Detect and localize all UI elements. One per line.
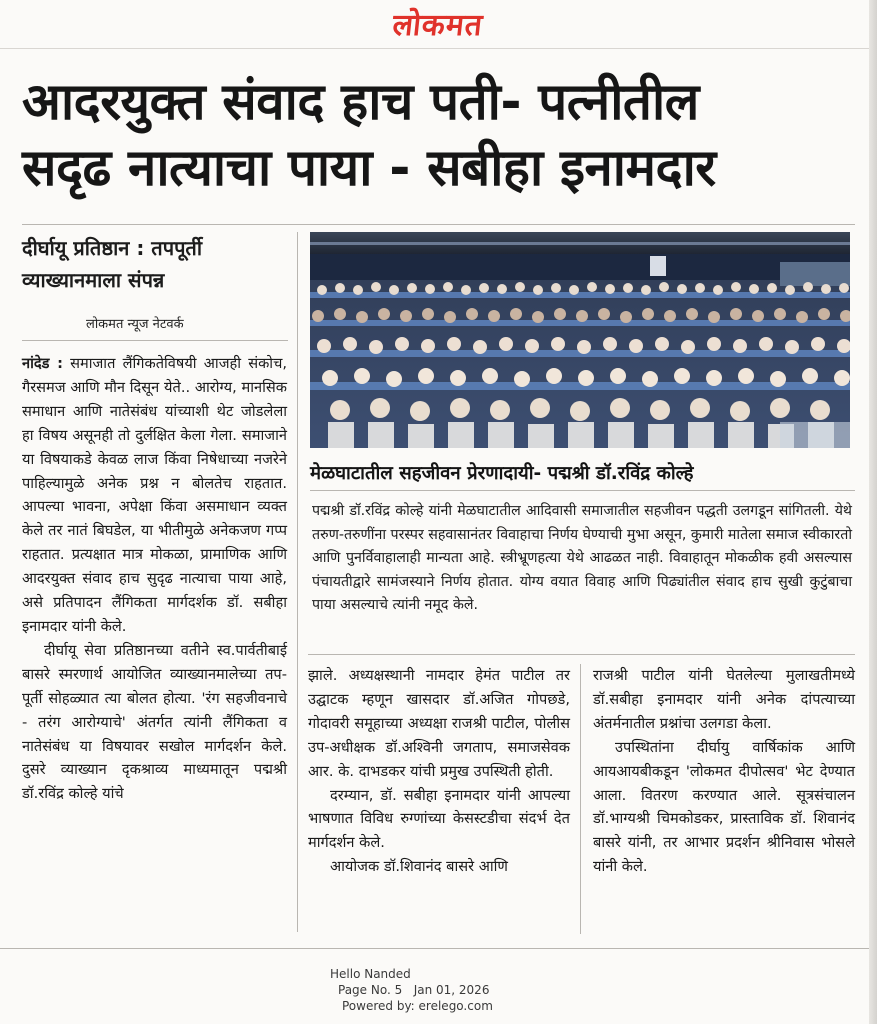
subhead-line-1: दीर्घायू प्रतिष्ठान : तपपूर्ती	[22, 236, 203, 260]
footer-powered-by: Powered by: erelego.com	[342, 999, 493, 1013]
subheadline	[22, 232, 292, 296]
footer-edition: Hello Nanded	[330, 967, 411, 981]
column-3-paragraph-2: उपस्थितांना दीर्घायु वार्षिकांक आणि आयआयबीकडून 'लोकमत दीपोत्सव' भेट देण्यात आला. वितरण करण्यात आले. सूत्रसंचालन डॉ.भाग्यश्री चिमकोडकर, प्रास्ताविक डॉ. शिवानंद बासरे यांनी, तर आभार प्रदर्शन श्रीनिवास भोसले यांनी केले.	[593, 738, 855, 876]
column-1-paragraph-1: समाजात लैंगिकतेविषयी आजही संकोच, गैरसमज आणि मौन दिसून येते.. आरोग्य, मानसिक समाधान आणि नातेसंबंध यांच्याशी थेट जोडलेला हा विषय असूनही तो दुर्लक्षित केला गेला. समाजाने या विषयाकडे केवळ लाज किंवा निषेधाच्या नजरेने पाहिल्यामुळे अनेक प्रश्न न बोलतेच राहतात. आपल्या भावना, अपेक्षा किंवा असमाधान व्यक्त केले तर नातं बिघडेल, या भीतीमुळे अनेकजण गप्प राहतात. प्रत्यक्षात मात्र मोकळा, प्रामाणिक आणि आदरयुक्त संवाद हाच सुदृढ नात्याचा पाया आहे, असे प्रतिपादन लैंगिकता मार्गदर्शक डॉ. सबीहा इनामदार यांनी केले.	[22, 355, 287, 635]
headline-line-2: सदृढ नात्याचा पाया - सबीहा इनामदार	[22, 139, 716, 198]
footer	[330, 966, 530, 1014]
column-divider-left	[297, 232, 298, 932]
auditorium-audience-image	[310, 232, 850, 448]
headline-line-1: आदरयुक्त संवाद हाच पती- पत्नीतील	[22, 73, 699, 132]
caption-divider	[310, 490, 855, 491]
photo-box-text: पद्मश्री डॉ.रविंद्र कोल्हे यांनी मेळघाटातील आदिवासी समाजातील सहजीवन पद्धती उलगडून सांगितली. येथे तरुण-तरुणींना परस्पर सहवासानंतर विवाहाचा निर्णय घेण्याची मुभा असून, कुमारी मातेला समाज स्वीकारतो आणि पुनर्विवाहालाही मान्यता आहे. स्त्रीभ्रूणहत्या येथे आढळत नाही. विवाहातून मोकळीक हवी असल्यास पंचायतीद्वारे सामंजस्याने निर्णय होतात. योग्य वयात विवाह आणि पिढ्यांतील संवाद हाच सुखी कुटुंबाचा पाया असल्याचे त्यांनी नमूद केले.	[312, 503, 852, 613]
article-column-3	[593, 664, 855, 879]
article-column-1	[22, 352, 287, 806]
dateline: नांदेड :	[22, 355, 63, 372]
footer-date: Jan 01, 2026	[413, 983, 490, 997]
article-column-2	[308, 664, 570, 879]
column-2-paragraph-2: दरम्यान, डॉ. सबीहा इनामदार यांनी आपल्या भाषणात विविध रुग्णांच्या केसस्टडीचा संदर्भ देत मार्गदर्शन केले.	[308, 786, 570, 852]
news-agency-byline: लोकमत न्यूज नेटवर्क	[86, 317, 184, 332]
column-divider-middle	[580, 664, 581, 934]
photo-box-caption: मेळघाटातील सहजीवन प्रेरणादायी- पद्मश्री डॉ.रविंद्र कोल्हे	[310, 463, 694, 484]
subhead-line-2: व्याख्यानमाला संपन्न	[22, 268, 165, 292]
column-2-paragraph-1: झाले. अध्यक्षस्थानी नामदार हेमंत पाटील तर उद्घाटक म्हणून खासदार डॉ.अजित गोपछडे, गोदावरी समूहाच्या अध्यक्षा राजश्री पाटील, पोलीस उप-अधीक्षक डॉ.अश्विनी जगताप, समाजसेवक आर. के. दाभडकर यांची प्रमुख उपस्थिती होती.	[308, 667, 570, 780]
headline-divider	[22, 224, 855, 225]
column-2-paragraph-3: आयोजक डॉ.शिवानंद बासरे आणि	[330, 858, 508, 876]
page-edge	[869, 0, 877, 1024]
column-3-paragraph-1: राजश्री पाटील यांनी घेतलेल्या मुलाखतीमध्ये डॉ.सबीहा इनामदार यांनी अनेक दांपत्याच्या अंतर्मनातील प्रश्नांचा उलगडा केला.	[593, 667, 855, 732]
footer-divider	[0, 948, 870, 949]
footer-page-info	[330, 982, 530, 998]
newspaper-logo: लोकमत	[391, 8, 486, 43]
headline	[22, 70, 852, 202]
footer-page-number: Page No. 5	[338, 983, 403, 997]
byline-divider	[22, 340, 288, 341]
event-photo	[310, 232, 850, 448]
box-bottom-divider	[308, 654, 855, 655]
masthead	[0, 0, 877, 49]
column-1-paragraph-2: दीर्घायू सेवा प्रतिष्ठानच्या वतीने स्व.पार्वतीबाई बासरे स्मरणार्थ आयोजित व्याख्यानमालेच्या तप-पूर्ती सोहळ्यात त्या बोलत होत्या. 'रंग सहजीवनाचे - तरंग आरोग्याचे' अंतर्गत त्यांनी लैंगिकता व नातेसंबंध या विषयावर सखोल मार्गदर्शन केले. दुसरे व्याख्यान दृकश्राव्य माध्यमातून पद्मश्री डॉ.रविंद्र कोल्हे यांचे	[22, 641, 287, 803]
